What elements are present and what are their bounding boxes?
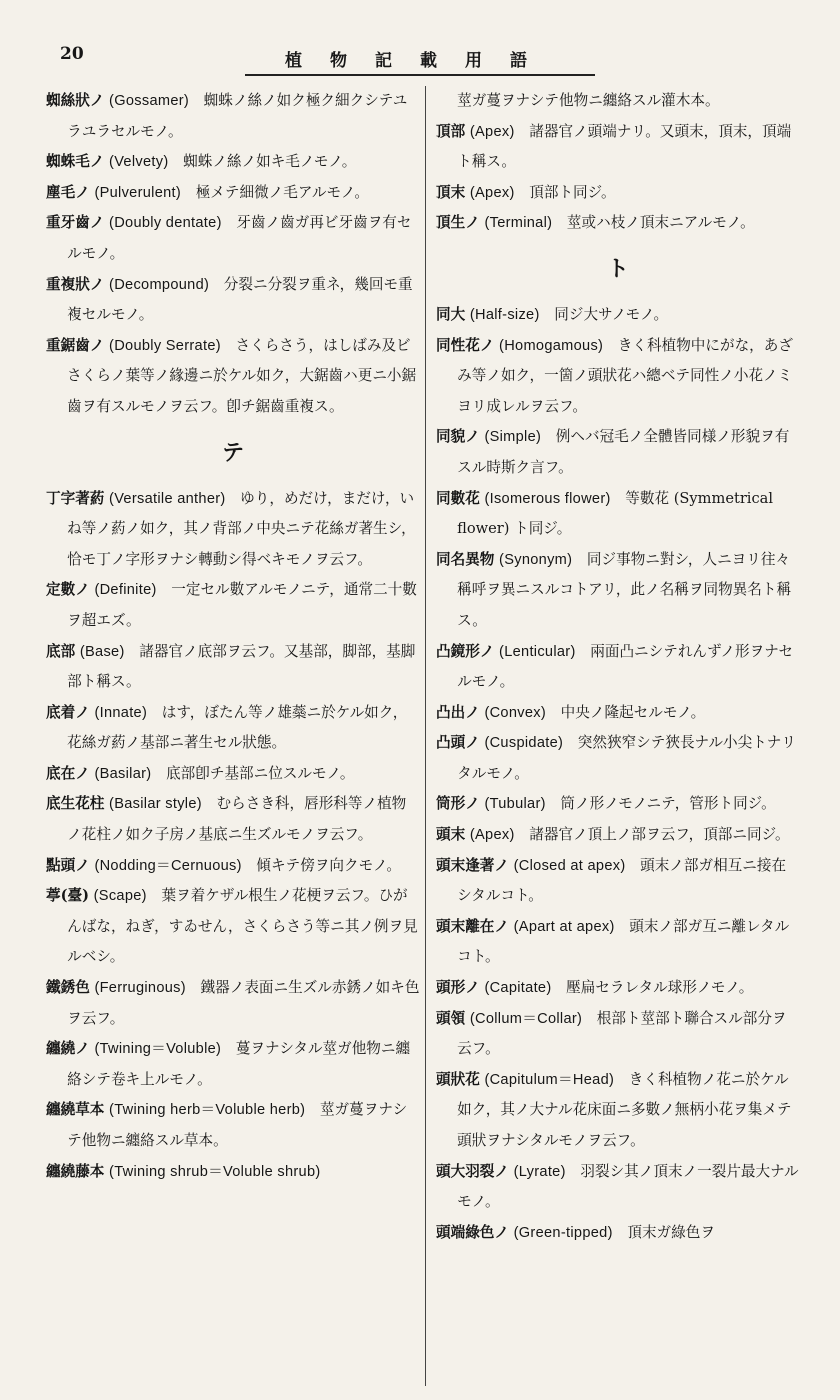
entry-definition: 一定セル數アルモノニテ，通常二十數ヲ超エズ。 <box>67 581 417 629</box>
entry-term: 鐵銹色 <box>46 979 90 997</box>
entry-term: 丁字著葯 <box>46 489 105 507</box>
entry-term: 點頭ノ <box>46 856 90 874</box>
glossary-entry <box>46 270 420 331</box>
entry-term: 頭形ノ <box>436 979 480 997</box>
glossary-entry <box>436 1157 800 1218</box>
entry-definition: 諸器官ノ頂上ノ部ヲ云フ，頂部ニ同ジ。 <box>529 826 790 844</box>
entry-term: 塵毛ノ <box>46 183 90 201</box>
entry-term: 頭大羽裂ノ <box>436 1162 509 1180</box>
entry-english: (Capitate) <box>484 980 552 997</box>
entry-term: 頭端綠色ノ <box>436 1223 509 1241</box>
entry-definition: 筒ノ形ノモノニテ，管形ト同ジ。 <box>560 795 776 813</box>
entry-english: (Doubly dentate) <box>109 215 222 232</box>
entry-term: 同貌ノ <box>436 428 480 446</box>
entry-english: (Cuspidate) <box>484 735 564 752</box>
entry-definition: きく科植物ノ花ニ於ケル如ク，其ノ大ナル花床面ニ多數ノ無柄小花ヲ集メテ頭狀ヲナシタルモノヲ云フ。 <box>457 1070 792 1149</box>
continuation-text: 莖ガ蔓ヲナシテ他物ニ纏絡スル灌木本。 <box>457 92 720 109</box>
entry-english: (Apex) <box>469 123 515 140</box>
glossary-entry <box>46 973 420 1034</box>
entry-definition: 諸器官ノ頭端ナリ。又頭末，頂末，頂端ト稱ス。 <box>457 122 792 171</box>
entry-english: (Lyrate) <box>513 1163 566 1180</box>
entry-definition: はす，ぼたん等ノ雄蘂ニ於ケル如ク，花絲ガ葯ノ基部ニ著生セル狀態。 <box>67 703 408 752</box>
running-title: 植物記載用語 <box>285 51 555 71</box>
entry-term: 重鋸齒ノ <box>46 336 105 354</box>
glossary-entry <box>436 637 800 698</box>
glossary-entry <box>46 178 420 209</box>
entry-english: (Apex) <box>469 827 515 844</box>
entry-term: 定數ノ <box>46 581 90 599</box>
entry-definition: 諸器官ノ底部ヲ云フ。又基部，脚部，基脚部ト稱ス。 <box>67 642 416 691</box>
entry-term: 頂部 <box>436 122 466 140</box>
entry-definition: 等數花 (Symmetrical flower) ト同ジ。 <box>457 489 774 538</box>
entry-english: (Basilar) <box>94 765 152 782</box>
entry-term: 凸出ノ <box>436 703 480 721</box>
glossary-entry <box>436 545 800 637</box>
entry-term: 同性花ノ <box>436 336 495 354</box>
entry-definition: 壓扁セラレタル球形ノモノ。 <box>566 979 754 997</box>
glossary-entry <box>46 575 420 636</box>
entry-definition: 頭末ノ部ガ相互ニ接在シタルコト。 <box>457 856 787 905</box>
entry-definition: むらさき科，唇形科等ノ植物ノ花柱ノ如ク子房ノ基底ニ生ズルモノヲ云フ。 <box>67 795 407 844</box>
entry-definition: 牙齒ノ齒ガ再ビ牙齒ヲ有セルモノ。 <box>67 214 412 262</box>
glossary-entry <box>46 637 420 698</box>
left-entries-b <box>46 484 420 1188</box>
entry-definition: 突然狹窄シテ狹長ナル小尖トナリタルモノ。 <box>457 734 796 782</box>
glossary-entry <box>46 698 420 759</box>
glossary-entry <box>436 484 800 545</box>
entry-definition: 分裂ニ分裂ヲ重ネ，幾回モ重複セルモノ。 <box>67 275 413 324</box>
glossary-entry <box>46 1157 420 1188</box>
glossary-entry <box>436 698 800 729</box>
entry-definition: 蔓ヲナシタル莖ガ他物ニ纏絡シテ卷キ上ルモノ。 <box>67 1040 411 1088</box>
column-divider <box>425 86 426 1386</box>
entry-definition: 羽裂シ其ノ頂末ノ一裂片最大ナルモノ。 <box>457 1162 799 1211</box>
entry-term: 纏繞草本 <box>46 1101 105 1119</box>
entry-definition: 根部ト莖部ト聯合スル部分ヲ云フ。 <box>457 1009 787 1058</box>
glossary-entry <box>46 147 420 178</box>
entry-definition: 莖或ハ枝ノ頂末ニアルモノ。 <box>566 214 755 232</box>
glossary-entry <box>436 912 800 973</box>
entry-english: (Apex) <box>469 184 515 201</box>
entry-term: 蜘絲狀ノ <box>46 92 105 109</box>
entry-term: 同數花 <box>436 489 480 507</box>
entry-term: 頭末 <box>436 826 466 844</box>
entry-definition: 同ジ事物ニ對シ，人ニヨリ往々稱呼ヲ異ニスルコトアリ，此ノ名稱ヲ同物異名ト稱ス。 <box>457 550 792 629</box>
entry-english: (Twining shrub＝Voluble shrub) <box>109 1163 321 1180</box>
glossary-entry <box>46 484 420 576</box>
entry-term: 底生花柱 <box>46 795 105 813</box>
entry-english: (Base) <box>79 643 125 660</box>
entry-english: (Capitulum＝Head) <box>484 1071 615 1088</box>
entry-term: 同名異物 <box>436 550 495 568</box>
glossary-entry <box>46 86 420 147</box>
glossary-entry <box>436 331 800 423</box>
entry-definition: 莖ガ蔓ヲナシテ他物ニ纏絡スル草本。 <box>67 1101 408 1149</box>
entry-english: (Tubular) <box>484 796 546 813</box>
entry-definition: 鐵器ノ表面ニ生ズル赤銹ノ如キ色ヲ云フ。 <box>67 979 420 1027</box>
right-entries-a <box>436 117 800 239</box>
section-heading-to: ト <box>606 256 629 282</box>
entry-definition: 蜘蛛ノ絲ノ如キ毛ノモノ。 <box>183 153 357 171</box>
entry-term: 頭狀花 <box>436 1070 480 1088</box>
entry-english: (Isomerous flower) <box>484 490 611 507</box>
entry-term: 底在ノ <box>46 764 90 782</box>
entry-english: (Nodding＝Cernuous) <box>94 857 242 874</box>
right-entries-b <box>436 300 800 1248</box>
glossary-entry <box>46 789 420 850</box>
entry-definition: 例ヘバ冠毛ノ全體皆同様ノ形貌ヲ有スル時斯ク言フ。 <box>457 428 790 476</box>
entry-definition: きく科植物中にがな，あざみ等ノ如ク，一箇ノ頭狀花ハ總ベテ同性ノ小花ノミヨリ成レルヲ云フ。 <box>457 336 793 415</box>
entry-term: 重牙齒ノ <box>46 214 105 232</box>
glossary-entry <box>46 759 420 790</box>
glossary-entry <box>436 422 800 483</box>
entry-english: (Gossamer) <box>109 93 190 109</box>
entry-definition: 頭末ノ部ガ互ニ離レタルコト。 <box>457 917 790 966</box>
entry-term: 凸頭ノ <box>436 734 480 752</box>
entry-term: 底部 <box>46 642 76 660</box>
glossary-entry <box>46 881 420 973</box>
entry-english: (Versatile anther) <box>109 490 226 507</box>
right-column <box>436 86 800 1396</box>
entry-english: (Scape) <box>93 888 147 905</box>
entry-term: 纏繞藤本 <box>46 1162 105 1180</box>
glossary-entry <box>436 851 800 912</box>
entry-english: (Collum＝Collar) <box>469 1010 583 1027</box>
glossary-entry <box>436 117 800 178</box>
glossary-entry <box>46 851 420 882</box>
entry-english: (Basilar style) <box>109 796 202 813</box>
entry-term: 蜘蛛毛ノ <box>46 153 105 171</box>
glossary-entry <box>46 1095 420 1156</box>
entry-english: (Synonym) <box>499 551 573 568</box>
entry-english: (Lenticular) <box>499 643 576 660</box>
glossary-entry <box>436 1004 800 1065</box>
glossary-entry <box>436 208 800 239</box>
entry-definition: 蜘蛛ノ絲ノ如ク極ク細クシテユラユラセルモノ。 <box>67 92 408 140</box>
entry-english: (Closed at apex) <box>513 857 626 874</box>
entry-definition: さくらさう，はしばみ及ビさくらノ葉等ノ緣邊ニ於ケル如ク，大鋸齒ハ更ニ小鋸齒ヲ有スルモノヲ云フ。卽チ鋸齒重複ス。 <box>67 336 417 415</box>
glossary-entry <box>46 331 420 423</box>
entry-english: (Green-tipped) <box>513 1224 613 1241</box>
entry-term: 頭末離在ノ <box>436 917 509 935</box>
entry-term: 葶(臺) <box>46 887 89 905</box>
entry-term: 頂末 <box>436 183 466 201</box>
glossary-entry <box>436 973 800 1004</box>
entry-english: (Ferruginous) <box>94 980 186 997</box>
entry-english: (Twining herb＝Voluble herb) <box>109 1102 306 1119</box>
entry-term: 重複狀ノ <box>46 275 105 293</box>
entry-definition: 中央ノ隆起セルモノ。 <box>560 703 706 721</box>
entry-term: 纏繞ノ <box>46 1040 90 1058</box>
entry-definition: 頂部ト同ジ。 <box>529 183 616 201</box>
entry-english: (Terminal) <box>484 215 553 232</box>
glossary-entry <box>46 208 420 269</box>
entry-english: (Homogamous) <box>499 337 604 354</box>
glossary-entry <box>436 728 800 789</box>
glossary-entry <box>46 1034 420 1095</box>
section-heading-te: テ <box>221 440 244 466</box>
left-column <box>46 86 420 1396</box>
entry-english: (Simple) <box>484 429 542 446</box>
entry-english: (Decompound) <box>109 276 210 293</box>
glossary-entry <box>436 178 800 209</box>
entry-term: 頂生ノ <box>436 214 480 232</box>
glossary-entry <box>436 1218 800 1249</box>
entry-definition: 極メテ細微ノ毛アルモノ。 <box>195 183 369 201</box>
entry-english: (Half-size) <box>469 306 540 323</box>
entry-term: 底着ノ <box>46 703 90 721</box>
entry-definition: 頂末ガ綠色ヲ <box>627 1223 715 1241</box>
entry-term: 同大 <box>436 305 466 323</box>
glossary-entry <box>436 789 800 820</box>
entry-english: (Twining＝Voluble) <box>94 1041 222 1058</box>
entry-term: 頭末逢著ノ <box>436 856 509 874</box>
entry-english: (Convex) <box>484 704 547 721</box>
entry-english: (Apart at apex) <box>513 918 615 935</box>
glossary-entry <box>436 820 800 851</box>
page-number: 20 <box>60 44 84 64</box>
glossary-entry <box>436 300 800 331</box>
entry-english: (Doubly Serrate) <box>109 337 221 354</box>
left-entries-a <box>46 86 420 423</box>
glossary-entry <box>436 1065 800 1157</box>
entry-english: (Pulverulent) <box>94 184 182 201</box>
entry-term: 頭領 <box>436 1009 466 1027</box>
entry-term: 凸鏡形ノ <box>436 642 495 660</box>
entry-definition: ゆり，めだけ，まだけ，いね等ノ葯ノ如ク，其ノ背部ノ中央ニテ花絲ガ著生シ，恰モ丁ノ字形ヲナシ轉動シ得ベキモノヲ云フ。 <box>67 489 416 568</box>
entry-english: (Velvety) <box>109 154 169 171</box>
entry-definition: 同ジ大サノモノ。 <box>554 305 669 323</box>
entry-definition: 傾キテ傍ヲ向クモノ。 <box>256 856 402 874</box>
header-rule <box>245 74 595 76</box>
entry-english: (Innate) <box>94 704 148 721</box>
entry-english: (Definite) <box>94 582 157 599</box>
entry-definition: 底部卽チ基部ニ位スルモノ。 <box>166 764 355 782</box>
entry-definition: 兩面凸ニシテれんずノ形ヲナセルモノ。 <box>457 642 794 691</box>
entry-term: 筒形ノ <box>436 795 480 813</box>
entry-definition: 葉ヲ着ケザル根生ノ花梗ヲ云フ。ひがんばな，ねぎ，すゐせん，さくらさう等ニ其ノ例ヲ見ルベシ。 <box>67 887 418 966</box>
